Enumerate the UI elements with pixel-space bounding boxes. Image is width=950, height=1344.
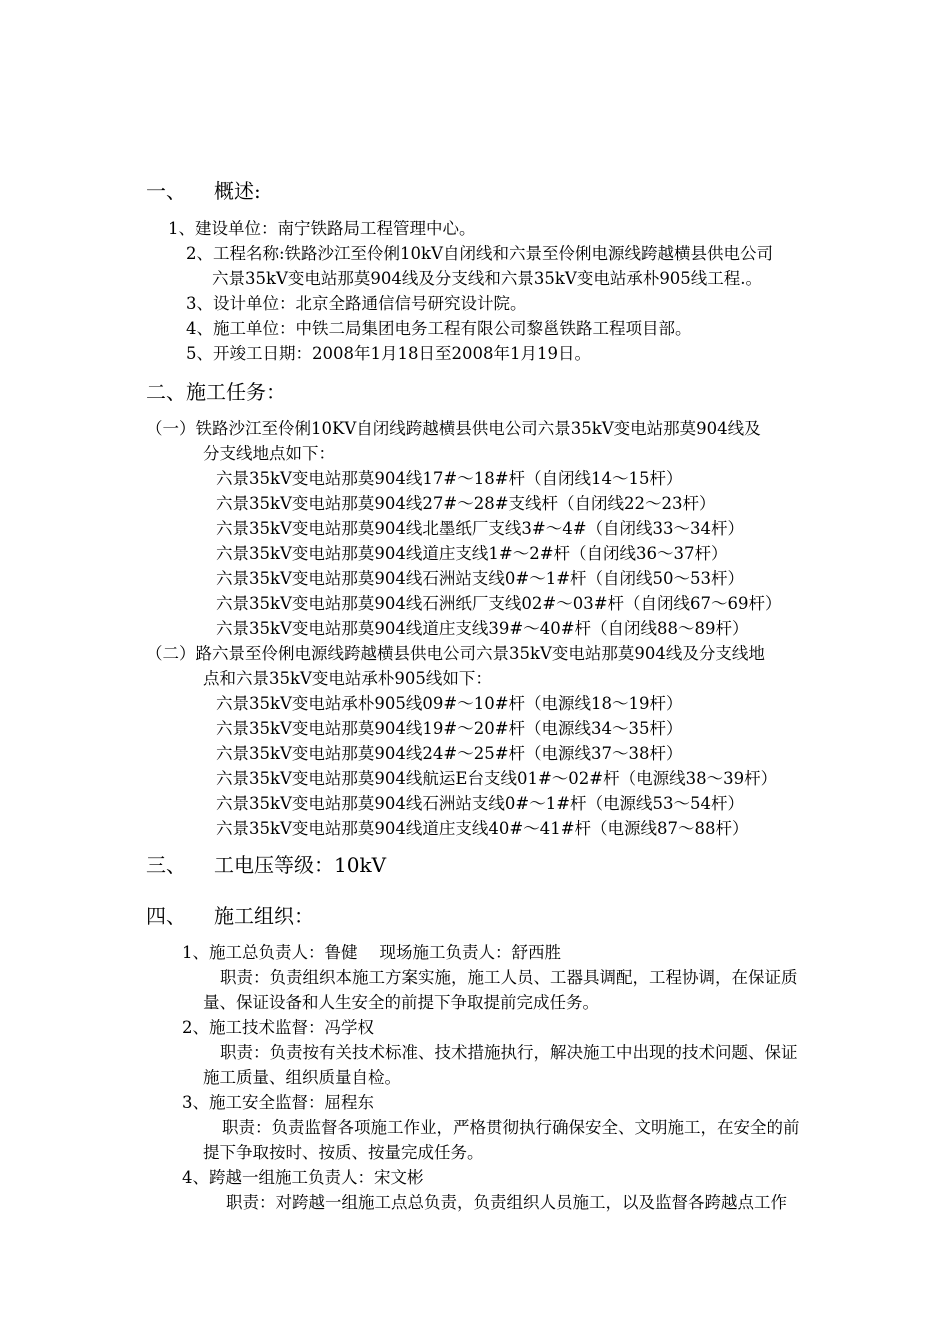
section-3-heading (146, 852, 386, 878)
s2-g1-item-6: 六景35kV变电站那莫904线石洲纸厂支线02#～03#杆（自闭线67～69杆） (216, 594, 782, 613)
s4-duty-3-line-1: 职责：负责监督各项施工作业，严格贯彻执行确保安全、文明施工，在安全的前 (222, 1118, 800, 1137)
s2-g1-item-4: 六景35kV变电站那莫904线道庄支线1#～2#杆（自闭线36～37杆） (216, 544, 728, 563)
s2-g2-item-2: 六景35kV变电站那莫904线19#～20#杆（电源线34～35杆） (216, 719, 683, 738)
s4-duty-2-line-1: 职责：负责按有关技术标准、技术措施执行，解决施工中出现的技术问题、保证 (220, 1043, 798, 1062)
s1-item-2-cont: 六景35kV变电站那莫904线及分支线和六景35kV变电站承朴905线工程.。 (212, 269, 763, 288)
s2-g1-item-2: 六景35kV变电站那莫904线27#～28#支线杆（自闭线22～23杆） (216, 494, 716, 513)
section-1-heading (146, 178, 261, 204)
section-1-number: 一、 (146, 179, 186, 203)
s4-person-1 (182, 942, 561, 964)
s1-item-1: 1、建设单位：南宁铁路局工程管理中心。 (168, 219, 476, 238)
s4-person-1-lead: 1、施工总负责人：鲁健 (182, 943, 358, 962)
s1-item-4: 4、施工单位：中铁二局集团电务工程有限公司黎邕铁路工程项目部。 (186, 319, 692, 338)
s4-duty-3-line-2: 提下争取按时、按质、按量完成任务。 (203, 1143, 484, 1162)
section-2-heading: 二、施工任务： (146, 380, 286, 404)
s2-g2-item-3: 六景35kV变电站那莫904线24#～25#杆（电源线37～38杆） (216, 744, 683, 763)
s4-person-1-site: 现场施工负责人：舒西胜 (379, 943, 561, 962)
s1-item-5: 5、开竣工日期：2008年1月18日至2008年1月19日。 (186, 344, 591, 363)
s4-duty-1-line-2: 量、保证设备和人生安全的前提下争取提前完成任务。 (203, 993, 599, 1012)
section-3-title: 工电压等级：10kV (214, 853, 387, 877)
s1-item-3: 3、设计单位：北京全路通信信号研究设计院。 (186, 294, 527, 313)
s2-group-2-line-2: 点和六景35kV变电站承朴905线如下： (203, 669, 492, 688)
s2-g2-item-6: 六景35kV变电站那莫904线道庄支线40#～41#杆（电源线87～88杆） (216, 819, 749, 838)
section-4-title: 施工组织： (214, 904, 314, 928)
s1-item-2: 2、工程名称:铁路沙江至伶俐10kV自闭线和六景至伶俐电源线跨越横县供电公司 (186, 244, 773, 263)
s4-duty-4-line-1: 职责：对跨越一组施工点总负责，负责组织人员施工，以及监督各跨越点工作 (226, 1193, 787, 1212)
s4-person-4: 4、跨越一组施工负责人：宋文彬 (182, 1168, 424, 1187)
s4-person-3: 3、施工安全监督：屈程东 (182, 1093, 374, 1112)
section-4-number: 四、 (146, 904, 186, 928)
s2-g1-item-5: 六景35kV变电站那莫904线石洲站支线0#～1#杆（自闭线50～53杆） (216, 569, 745, 588)
section-1-title: 概述: (214, 179, 261, 203)
s2-g2-item-5: 六景35kV变电站那莫904线石洲站支线0#～1#杆（电源线53～54杆） (216, 794, 745, 813)
s2-g1-item-7: 六景35kV变电站那莫904线道庄支线39#～40#杆（自闭线88～89杆） (216, 619, 749, 638)
s2-g2-item-4: 六景35kV变电站那莫904线航运E台支线01#～02#杆（电源线38～39杆） (216, 769, 778, 788)
s2-group-1-line-1: （一）铁路沙江至伶俐10KV自闭线跨越横县供电公司六景35kV变电站那莫904线及 (146, 419, 761, 438)
section-4-heading (146, 903, 314, 929)
s2-g1-item-3: 六景35kV变电站那莫904线北墨纸厂支线3#～4#（自闭线33～34杆） (216, 519, 745, 538)
s2-g2-item-1: 六景35kV变电站承朴905线09#～10#杆（电源线18～19杆） (216, 694, 683, 713)
s4-duty-2-line-2: 施工质量、组织质量自检。 (203, 1068, 401, 1087)
s2-group-1-line-2: 分支线地点如下： (203, 444, 335, 463)
s4-person-2: 2、施工技术监督：冯学权 (182, 1018, 374, 1037)
section-3-number: 三、 (146, 853, 186, 877)
s2-g1-item-1: 六景35kV变电站那莫904线17#～18#杆（自闭线14～15杆） (216, 469, 683, 488)
s2-group-2-line-1: （二）路六景至伶俐电源线跨越横县供电公司六景35kV变电站那莫904线及分支线地 (146, 644, 765, 663)
s4-duty-1-line-1: 职责：负责组织本施工方案实施，施工人员、工器具调配，工程协调，在保证质 (220, 968, 798, 987)
